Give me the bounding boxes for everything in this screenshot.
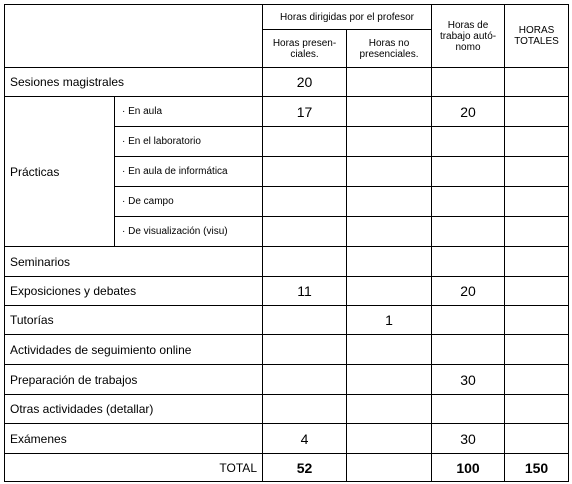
cell-no-presenciales — [347, 97, 432, 127]
cell-presenciales — [263, 395, 347, 424]
header-totales — [505, 5, 569, 68]
cell-presenciales: 17 — [263, 97, 347, 127]
cell-no-presenciales — [347, 395, 432, 424]
cell-no-presenciales — [347, 217, 432, 247]
cell-presenciales — [263, 187, 347, 217]
row-label-visualizacion: · De visualización (visu) — [115, 217, 263, 247]
cell-no-presenciales — [347, 247, 432, 277]
cell-autonomo — [432, 306, 505, 335]
cell-no-presenciales — [347, 187, 432, 217]
cell-autonomo: 30 — [432, 424, 505, 454]
total-label: TOTAL — [5, 454, 263, 482]
cell-presenciales — [263, 157, 347, 187]
cell-presenciales: 4 — [263, 424, 347, 454]
cell-autonomo — [432, 335, 505, 365]
header-autonomo — [432, 5, 505, 68]
cell-totales — [505, 365, 569, 395]
cell-totales — [505, 187, 569, 217]
table-row — [5, 335, 569, 365]
row-label-laboratorio: · En el laboratorio — [115, 127, 263, 157]
cell-totales — [505, 306, 569, 335]
row-label-preparacion: Preparación de trabajos — [5, 365, 263, 395]
header-autonomo-text: Horas de trabajo autó- nomo — [439, 19, 497, 53]
total-autonomo: 100 — [432, 454, 505, 482]
cell-totales — [505, 277, 569, 306]
table-row — [5, 277, 569, 306]
cell-totales — [505, 335, 569, 365]
cell-autonomo — [432, 68, 505, 97]
row-label-online: Actividades de seguimiento online — [5, 335, 263, 365]
header-totales-text: HORAS TOTALES — [514, 25, 559, 47]
row-label-en-aula: · En aula — [115, 97, 263, 127]
cell-no-presenciales — [347, 424, 432, 454]
cell-presenciales — [263, 365, 347, 395]
hours-table — [4, 4, 569, 482]
row-label-examenes: Exámenes — [5, 424, 263, 454]
cell-totales — [505, 97, 569, 127]
cell-no-presenciales — [347, 157, 432, 187]
table-row — [5, 97, 569, 127]
cell-totales — [505, 217, 569, 247]
total-presenciales: 52 — [263, 454, 347, 482]
cell-no-presenciales — [347, 335, 432, 365]
row-label-informatica: · En aula de informática — [115, 157, 263, 187]
cell-autonomo: 20 — [432, 277, 505, 306]
cell-no-presenciales — [347, 277, 432, 306]
cell-presenciales — [263, 217, 347, 247]
row-label-seminarios: Seminarios — [5, 247, 263, 277]
row-label-practicas: Prácticas — [5, 97, 115, 247]
row-label-sesiones: Sesiones magistrales — [5, 68, 263, 97]
header-no-presenciales — [347, 30, 432, 68]
cell-totales — [505, 68, 569, 97]
header-presenciales-text: Horas presen- ciales. — [272, 37, 337, 60]
header-presenciales — [263, 30, 347, 68]
header-group-dirigidas: Horas dirigidas por el profesor — [263, 5, 432, 30]
total-no-presenciales — [347, 454, 432, 482]
cell-no-presenciales — [347, 365, 432, 395]
cell-autonomo: 20 — [432, 97, 505, 127]
cell-totales — [505, 424, 569, 454]
cell-totales — [505, 247, 569, 277]
table-row — [5, 395, 569, 424]
cell-autonomo — [432, 187, 505, 217]
cell-autonomo — [432, 395, 505, 424]
table-row — [5, 365, 569, 395]
row-label-otras: Otras actividades (detallar) — [5, 395, 263, 424]
row-label-campo: · De campo — [115, 187, 263, 217]
cell-presenciales — [263, 127, 347, 157]
cell-no-presenciales — [347, 127, 432, 157]
cell-totales — [505, 395, 569, 424]
cell-totales — [505, 157, 569, 187]
row-label-tutorias: Tutorías — [5, 306, 263, 335]
table-row — [5, 247, 569, 277]
table-row — [5, 306, 569, 335]
table-row — [5, 424, 569, 454]
cell-autonomo — [432, 127, 505, 157]
header-no-presenciales-text: Horas no presenciales. — [359, 37, 419, 60]
cell-totales — [505, 127, 569, 157]
cell-presenciales: 11 — [263, 277, 347, 306]
cell-autonomo — [432, 247, 505, 277]
cell-autonomo — [432, 217, 505, 247]
cell-autonomo: 30 — [432, 365, 505, 395]
total-row — [5, 454, 569, 482]
table-row — [5, 68, 569, 97]
cell-presenciales: 20 — [263, 68, 347, 97]
header-empty-cell — [5, 5, 263, 68]
cell-autonomo — [432, 157, 505, 187]
cell-no-presenciales: 1 — [347, 306, 432, 335]
cell-presenciales — [263, 247, 347, 277]
cell-no-presenciales — [347, 68, 432, 97]
row-label-exposiciones: Exposiciones y debates — [5, 277, 263, 306]
cell-presenciales — [263, 335, 347, 365]
total-totales: 150 — [505, 454, 569, 482]
cell-presenciales — [263, 306, 347, 335]
